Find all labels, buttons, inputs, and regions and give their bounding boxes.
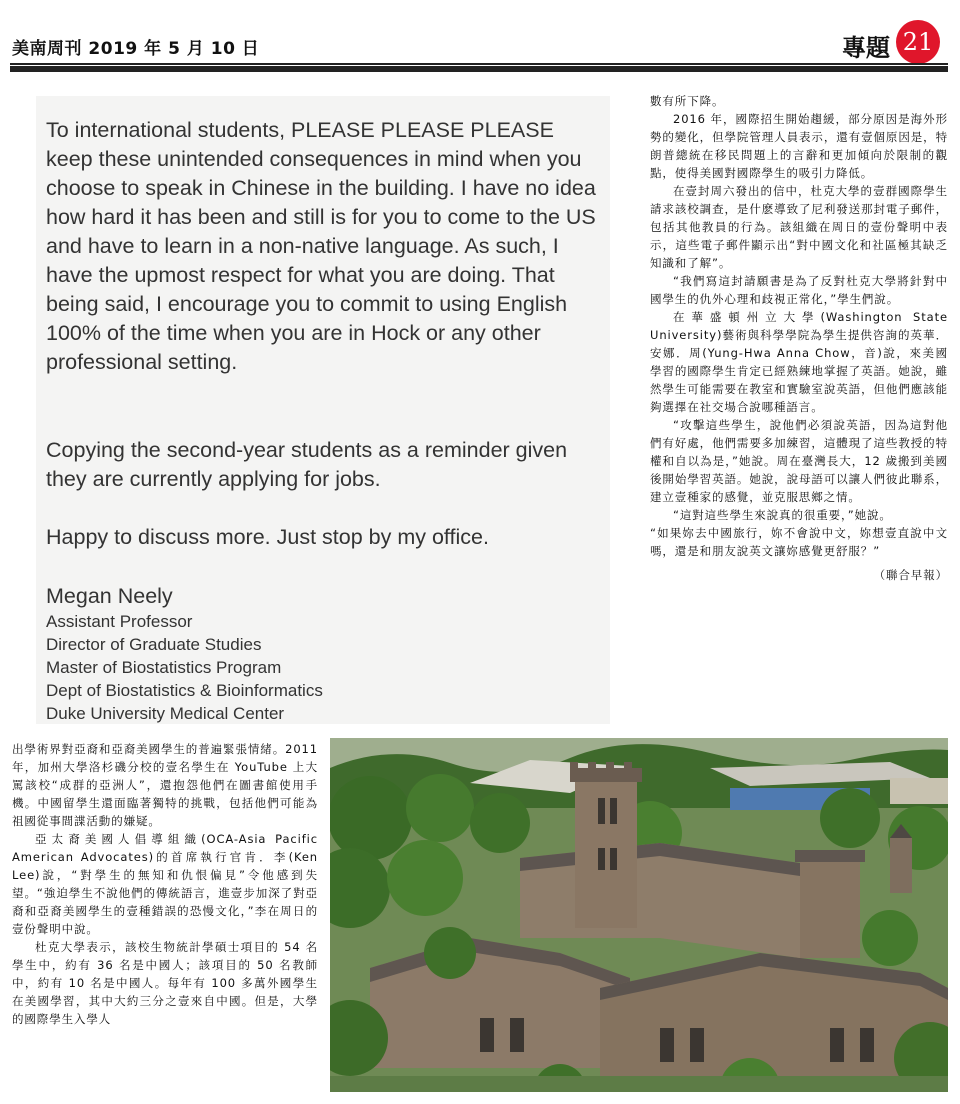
email-screenshot: [36, 96, 610, 724]
email-paragraph: Copying the second-year students as a reminder given they are currently applying for jobs.: [46, 438, 568, 491]
section-title: 專題: [842, 34, 890, 62]
article-paragraph: 杜克大學表示，該校生物統計學碩士項目的 54 名學生中，約有 36 名是中國人；該項目的 50 名教師中，約有 10 名是中國人。每年有 100 多萬外國學生在美國學習，其中大約三分之壹來自中國。但是，大學的國際學生入學人: [12, 940, 318, 1026]
article-paragraph: 2016 年，國際招生開始趨緩，部分原因是海外形勢的變化，但學院管理人員表示，還有壹個原因是，特朗普總統在移民問題上的言辭和更加傾向於限制的觀點，使得美國對國際學生的吸引力降低。: [650, 112, 948, 180]
signature-name: Megan Neely: [46, 584, 173, 608]
publication-date: 美南周刊 2019 年 5 月 10 日: [12, 39, 260, 59]
page-number-badge: 21: [896, 20, 940, 64]
article-paragraph: “我們寫這封請願書是為了反對杜克大學將針對中國學生的仇外心理和歧視正常化，”學生們說。: [650, 274, 948, 306]
signature-line: Duke University Medical Center: [46, 704, 285, 723]
campus-aerial-photo: [330, 738, 948, 1092]
article-paragraph: “攻擊這些學生，說他們必須說英語，因為這對他們有好處，他們需要多加練習，這體現了這些教授的特權和自以為是，”她說。周在臺灣長大，12 歲搬到美國後開始學習英語。她說，說母語可以讓人們彼此聯系，建立壹種家的感覺，並克服思鄉之情。: [650, 418, 948, 504]
signature-line: Assistant Professor: [46, 612, 193, 631]
header-rule-thick: [10, 66, 948, 72]
masthead: [0, 0, 960, 72]
article-paragraph: “這對這些學生來說真的很重要，”她說。: [673, 508, 892, 522]
source-credit: （聯合早報）: [873, 568, 948, 582]
signature-block: [46, 610, 323, 725]
article-paragraph: 在華盛頓州立大學(Washington State University)藝術與科學學院為學生提供咨詢的英華．安娜．周(Yung-Hwa Anna Chow，音)說，來美國學習的國際學生肯定已經熟練地掌握了英語。她說，雖然學生可能需要在教室和實驗室說英語，但他們應該能夠選擇在社交場合說哪種語言。: [650, 310, 948, 414]
header-rule-thin: [10, 63, 948, 65]
email-paragraph: Happy to discuss more. Just stop by my office.: [46, 525, 489, 549]
article-paragraph: 在壹封周六發出的信中，杜克大學的壹群國際學生請求該校調查，是什麽導致了尼利發送那封電子郵件，包括其他教員的行為。該組織在周日的壹份聲明中表示，這些電子郵件顯示出“對中國文化和社區極其缺乏知識和了解”。: [650, 184, 948, 270]
article-column-right: [650, 92, 948, 584]
signature-line: Dept of Biostatistics & Bioinformatics: [46, 681, 323, 700]
email-paragraph: To international students, PLEASE PLEASE PLEASE keep these unintended consequences in mind when you choose to speak in Chinese in the building. I have no idea how hard it has been and still is for you to come to the US and have to learn in a non-native language. As such, I have the upmost respect for what you are doing. That being said, I encourage you to commit to using English 100% of the time when you are in Hock or any other professional setting.: [46, 118, 596, 374]
article-column-left: [12, 740, 318, 1028]
campus-illustration: [330, 738, 948, 1092]
article-paragraph: 亞太裔美國人倡導組織(OCA-Asia Pacific American Advocates)的首席執行官肯．李(Ken Lee)說，“對學生的無知和仇恨偏見”令他感到失望。“強迫學生不說他們的傳統語言，進壹步加深了對亞裔和亞裔美國學生的壹種錯誤的恐慢文化，”李在周日的壹份聲明中說。: [12, 832, 318, 936]
signature-line: Director of Graduate Studies: [46, 635, 262, 654]
article-paragraph: 數有所下降。: [650, 94, 725, 108]
article-paragraph: 出學術界對亞裔和亞裔美國學生的普遍緊張情緒。2011 年，加州大學洛杉磯分校的壹名學生在 YouTube 上大罵該校“成群的亞洲人”，還抱怨他們在圖書館使用手機。中國留學生還面臨著獨特的挑戰，包括他們可能為祖國從事間諜活動的嫌疑。: [12, 742, 318, 828]
article-paragraph: “如果妳去中國旅行，妳不會說中文，妳想壹直說中文嗎，還是和朋友說英文讓妳感覺更舒服？”: [650, 526, 948, 558]
signature-line: Master of Biostatistics Program: [46, 658, 282, 677]
